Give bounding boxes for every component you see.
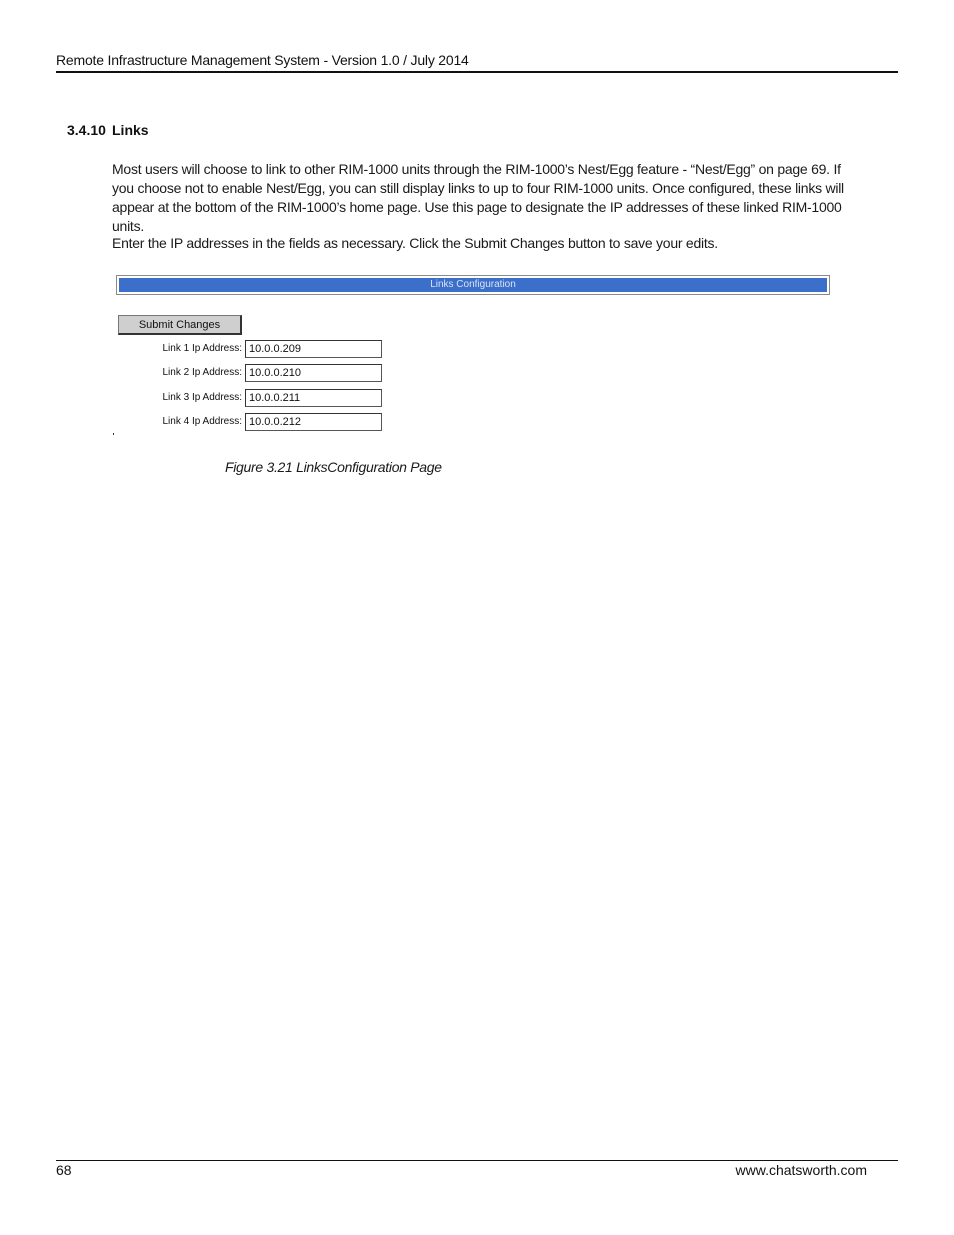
link-1-ip-input[interactable]	[245, 340, 382, 358]
section-title: Links	[112, 122, 149, 138]
section-number: 3.4.10	[67, 122, 106, 138]
section-heading	[67, 122, 149, 138]
link-3-ip-input[interactable]	[245, 389, 382, 407]
instruction-paragraph: Enter the IP addresses in the fields as necessary. Click the Submit Changes button to save your edits.	[112, 235, 718, 251]
panel-title: Links Configuration	[119, 278, 827, 292]
page-number: 68	[56, 1162, 72, 1178]
link-3-label: Link 3 Ip Address:	[162, 392, 242, 403]
link-2-ip-input[interactable]	[245, 364, 382, 382]
footer-divider	[56, 1160, 898, 1161]
figure-caption: Figure 3.21 LinksConfiguration Page	[225, 459, 442, 475]
submit-changes-button[interactable]: Submit Changes	[118, 315, 242, 335]
footer-url: www.chatsworth.com	[735, 1162, 867, 1178]
document-title: Remote Infrastructure Management System - Version 1.0 / July 2014	[56, 52, 469, 68]
link-4-row	[118, 413, 388, 431]
intro-paragraph: Most users will choose to link to other RIM-1000 units through the RIM-1000’s Nest/Egg feature - “Nest/Egg” on page 69. If you choose not to enable Nest/Egg, you can still display links to up to four RIM-1000 units. Once configured, these links will appear at the bottom of the RIM-1000’s home page. Use this page to designate the IP addresses of these linked RIM-1000 units.	[112, 161, 844, 234]
header-divider	[56, 71, 898, 73]
links-configuration-panel	[116, 275, 830, 295]
link-1-label: Link 1 Ip Address:	[162, 343, 242, 354]
link-4-ip-input[interactable]	[245, 413, 382, 431]
link-1-row	[118, 340, 388, 358]
link-3-row	[118, 389, 388, 407]
link-4-label: Link 4 Ip Address:	[162, 416, 242, 427]
link-2-row	[118, 364, 388, 382]
link-2-label: Link 2 Ip Address:	[162, 367, 242, 378]
stray-mark	[113, 433, 114, 435]
